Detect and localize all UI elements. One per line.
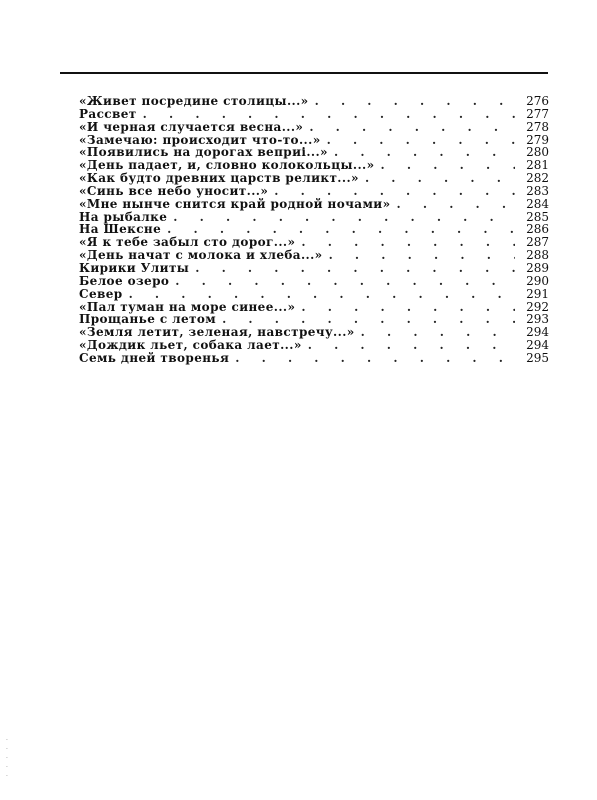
toc-entry-page: 278 bbox=[526, 119, 549, 134]
toc-entry-page: 294 bbox=[526, 338, 549, 353]
toc-entry-title: «Мне нынче снится край родной ночами» bbox=[79, 196, 391, 211]
toc-entry bbox=[79, 288, 549, 301]
toc-dot-leader bbox=[396, 198, 515, 211]
toc-entry-page: 287 bbox=[526, 235, 549, 250]
toc-entry-page: 282 bbox=[526, 171, 549, 186]
toc-dot-leader bbox=[361, 326, 515, 339]
header-rule bbox=[60, 72, 548, 74]
toc-entry bbox=[79, 339, 549, 352]
toc-dot-leader bbox=[308, 339, 515, 352]
toc-entry-page: 288 bbox=[526, 248, 549, 263]
toc-entry-page: 290 bbox=[526, 273, 549, 288]
toc-dot-leader bbox=[327, 134, 515, 147]
toc-entry-page: 295 bbox=[526, 350, 549, 365]
toc-entry-title: На Шексне bbox=[79, 222, 162, 237]
table-of-contents bbox=[79, 95, 549, 365]
toc-dot-leader bbox=[175, 275, 515, 288]
toc-entry-title: Белое озеро bbox=[79, 273, 170, 288]
toc-entry-title: «И черная случается весна...» bbox=[79, 119, 304, 134]
toc-dot-leader bbox=[301, 301, 515, 314]
toc-entry-title: «Замечаю: происходит что-то...» bbox=[79, 132, 321, 147]
toc-dot-leader bbox=[143, 108, 515, 121]
toc-entry-title: Кирики Улиты bbox=[79, 260, 190, 275]
toc-dot-leader bbox=[315, 95, 515, 108]
toc-entry bbox=[79, 172, 549, 185]
toc-entry bbox=[79, 262, 549, 275]
toc-entry-title: Семь дней творенья bbox=[79, 350, 230, 365]
toc-entry bbox=[79, 352, 549, 365]
toc-entry-title: «Я к тебе забыл сто дорог...» bbox=[79, 235, 296, 250]
toc-entry-page: 284 bbox=[526, 196, 549, 211]
toc-entry bbox=[79, 275, 549, 288]
toc-dot-leader bbox=[129, 288, 515, 301]
toc-entry-page: 294 bbox=[526, 325, 549, 340]
toc-entry-title: «Как будто древних царств реликт...» bbox=[79, 171, 359, 186]
toc-entry-title: «Появились на дорогах веприі...» bbox=[79, 145, 328, 160]
toc-entry bbox=[79, 198, 549, 211]
toc-entry-page: 289 bbox=[526, 260, 549, 275]
toc-entry-title: «Дождик льет, собака лает...» bbox=[79, 338, 302, 353]
toc-dot-leader bbox=[329, 249, 515, 262]
toc-entry-title: «Пал туман на море синее...» bbox=[79, 299, 296, 314]
toc-entry-title: Север bbox=[79, 286, 123, 301]
toc-entry-page: 280 bbox=[526, 145, 549, 160]
toc-entry-title: «День начат с молока и хлеба...» bbox=[79, 248, 323, 263]
toc-entry-page: 279 bbox=[526, 132, 549, 147]
toc-entry-title: «Синь все небо уносит...» bbox=[79, 183, 269, 198]
toc-dot-leader bbox=[173, 211, 515, 224]
toc-dot-leader bbox=[301, 236, 515, 249]
toc-entry bbox=[79, 121, 549, 134]
toc-entry-title: На рыбалке bbox=[79, 209, 168, 224]
toc-entry-page: 291 bbox=[526, 286, 549, 301]
toc-dot-leader bbox=[309, 121, 515, 134]
toc-dot-leader bbox=[365, 172, 515, 185]
toc-entry-page: 283 bbox=[526, 183, 549, 198]
toc-entry-title: «Живет посредине столицы...» bbox=[79, 94, 309, 108]
toc-entry bbox=[79, 185, 549, 198]
toc-entry-page: 285 bbox=[526, 209, 549, 224]
toc-entry bbox=[79, 95, 549, 108]
toc-entry-page: 292 bbox=[526, 299, 549, 314]
toc-entry bbox=[79, 108, 549, 121]
toc-entry-title: Прощанье с летом bbox=[79, 312, 217, 327]
toc-dot-leader bbox=[235, 352, 515, 365]
toc-entry-page: 277 bbox=[526, 106, 549, 121]
toc-dot-leader bbox=[274, 185, 515, 198]
scan-margin-specks: · · · · · bbox=[6, 737, 8, 780]
toc-entry-title: «Земля летит, зеленая, навстречу...» bbox=[79, 325, 355, 340]
toc-dot-leader bbox=[381, 159, 515, 172]
toc-entry-page: 293 bbox=[526, 312, 549, 327]
toc-entry-page: 281 bbox=[526, 158, 549, 173]
toc-dot-leader bbox=[195, 262, 515, 275]
toc-entry-page: 286 bbox=[526, 222, 549, 237]
toc-entry-page: 276 bbox=[526, 94, 549, 108]
toc-entry-title: «День падает, и, словно колокольцы...» bbox=[79, 158, 375, 173]
toc-entry-title: Рассвет bbox=[79, 106, 137, 121]
